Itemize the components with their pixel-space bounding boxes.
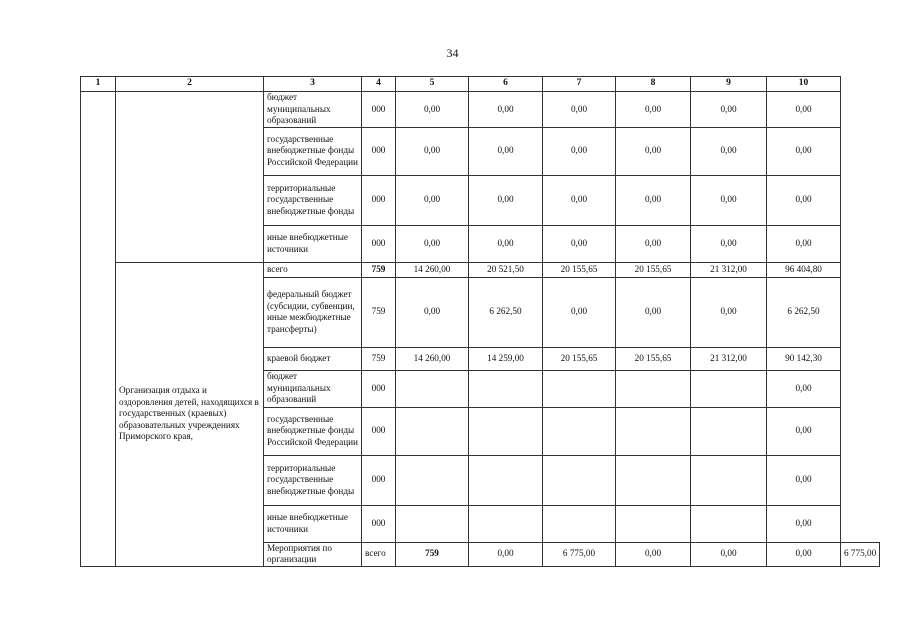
total-cell: 0,00	[767, 92, 841, 128]
value-cell: 0,00	[616, 277, 691, 347]
column-1-cell	[81, 92, 116, 567]
value-cell: 0,00	[543, 92, 616, 128]
code-cell: 000	[362, 407, 396, 455]
funding-source-cell: всего	[362, 542, 396, 566]
value-cell: 0,00	[691, 542, 767, 566]
code-cell: 000	[362, 370, 396, 407]
total-cell: 0,00	[767, 127, 841, 175]
total-cell: 0,00	[767, 407, 841, 455]
value-cell	[543, 370, 616, 407]
value-cell	[469, 455, 543, 505]
funding-source-cell: краевой бюджет	[264, 347, 362, 370]
total-cell: 0,00	[767, 370, 841, 407]
value-cell: 0,00	[396, 175, 469, 225]
value-cell: 21 312,00	[691, 262, 767, 277]
event-cell: Организация отдыха и оздоровления детей, находящихся в государственных (краевых) образовательных учреждениях Приморского края,	[116, 262, 264, 566]
total-cell: 0,00	[767, 455, 841, 505]
value-cell	[396, 505, 469, 542]
value-cell: 0,00	[469, 92, 543, 128]
funding-source-cell: иные внебюджетные источники	[264, 225, 362, 262]
page-number: 34	[446, 46, 459, 60]
value-cell: 0,00	[543, 225, 616, 262]
value-cell: 0,00	[543, 127, 616, 175]
value-cell	[616, 370, 691, 407]
value-cell	[396, 455, 469, 505]
funding-source-cell: федеральный бюджет (субсидии, субвенции, иные межбюджетные трансферты)	[264, 277, 362, 347]
value-cell: 21 312,00	[691, 347, 767, 370]
budget-table	[80, 76, 880, 567]
header-row	[81, 77, 880, 92]
value-cell: 0,00	[691, 277, 767, 347]
value-cell	[691, 370, 767, 407]
table-row	[81, 92, 880, 128]
header-cell: 4	[362, 77, 396, 92]
code-cell: 000	[362, 455, 396, 505]
value-cell: 0,00	[691, 92, 767, 128]
code-cell: 759	[362, 347, 396, 370]
header-cell: 6	[469, 77, 543, 92]
funding-source-cell: бюджет муниципальных образований	[264, 370, 362, 407]
value-cell	[469, 505, 543, 542]
value-cell: 0,00	[396, 92, 469, 128]
value-cell: 0,00	[396, 225, 469, 262]
total-cell: 90 142,30	[767, 347, 841, 370]
header-cell: 5	[396, 77, 469, 92]
funding-source-cell: территориальные государственные внебюджетные фонды	[264, 455, 362, 505]
header-cell: 2	[116, 77, 264, 92]
value-cell	[469, 407, 543, 455]
value-cell	[396, 407, 469, 455]
value-cell: 6 775,00	[543, 542, 616, 566]
value-cell: 20 155,65	[543, 262, 616, 277]
value-cell: 14 259,00	[469, 347, 543, 370]
header-cell: 8	[616, 77, 691, 92]
value-cell	[616, 455, 691, 505]
funding-source-cell: иные внебюджетные источники	[264, 505, 362, 542]
value-cell: 0,00	[616, 175, 691, 225]
header-cell: 10	[767, 77, 841, 92]
value-cell	[691, 407, 767, 455]
value-cell: 0,00	[616, 127, 691, 175]
total-cell: 6 262,50	[767, 277, 841, 347]
code-cell: 000	[362, 175, 396, 225]
header-cell: 9	[691, 77, 767, 92]
funding-source-cell: бюджет муниципальных образований	[264, 92, 362, 128]
value-cell: 14 260,00	[396, 262, 469, 277]
total-cell: 96 404,80	[767, 262, 841, 277]
funding-source-cell: государственные внебюджетные фонды Российской Федерации	[264, 407, 362, 455]
funding-source-cell: территориальные государственные внебюджетные фонды	[264, 175, 362, 225]
header-cell: 7	[543, 77, 616, 92]
event-cell: Мероприятия по организации	[264, 542, 362, 566]
value-cell: 0,00	[616, 225, 691, 262]
value-cell: 0,00	[767, 542, 841, 566]
header-cell: 1	[81, 77, 116, 92]
value-cell	[543, 455, 616, 505]
funding-source-cell: государственные внебюджетные фонды Российской Федерации	[264, 127, 362, 175]
value-cell: 14 260,00	[396, 347, 469, 370]
code-cell: 000	[362, 127, 396, 175]
code-cell: 759	[396, 542, 469, 566]
code-cell: 000	[362, 92, 396, 128]
total-cell: 6 775,00	[841, 542, 880, 566]
value-cell: 0,00	[469, 225, 543, 262]
value-cell: 0,00	[691, 225, 767, 262]
code-cell: 000	[362, 225, 396, 262]
value-cell: 0,00	[469, 127, 543, 175]
table-row	[81, 262, 880, 277]
value-cell: 0,00	[396, 277, 469, 347]
value-cell: 20 155,65	[543, 347, 616, 370]
header-cell: 3	[264, 77, 362, 92]
total-cell: 0,00	[767, 225, 841, 262]
event-cell	[116, 92, 264, 263]
code-cell: 000	[362, 505, 396, 542]
value-cell: 20 155,65	[616, 262, 691, 277]
value-cell	[691, 505, 767, 542]
value-cell	[691, 455, 767, 505]
value-cell: 0,00	[469, 542, 543, 566]
code-cell: 759	[362, 277, 396, 347]
total-cell: 0,00	[767, 505, 841, 542]
value-cell: 0,00	[543, 175, 616, 225]
value-cell: 0,00	[469, 175, 543, 225]
value-cell: 20 155,65	[616, 347, 691, 370]
total-cell: 0,00	[767, 175, 841, 225]
value-cell: 0,00	[543, 277, 616, 347]
value-cell	[469, 370, 543, 407]
value-cell: 6 262,50	[469, 277, 543, 347]
funding-source-cell: всего	[264, 262, 362, 277]
value-cell	[396, 370, 469, 407]
value-cell: 0,00	[691, 175, 767, 225]
table-body	[81, 92, 880, 567]
value-cell	[543, 407, 616, 455]
value-cell: 0,00	[616, 92, 691, 128]
value-cell: 20 521,50	[469, 262, 543, 277]
value-cell: 0,00	[616, 542, 691, 566]
code-cell: 759	[362, 262, 396, 277]
value-cell	[616, 505, 691, 542]
value-cell	[616, 407, 691, 455]
value-cell	[543, 505, 616, 542]
value-cell: 0,00	[691, 127, 767, 175]
value-cell: 0,00	[396, 127, 469, 175]
